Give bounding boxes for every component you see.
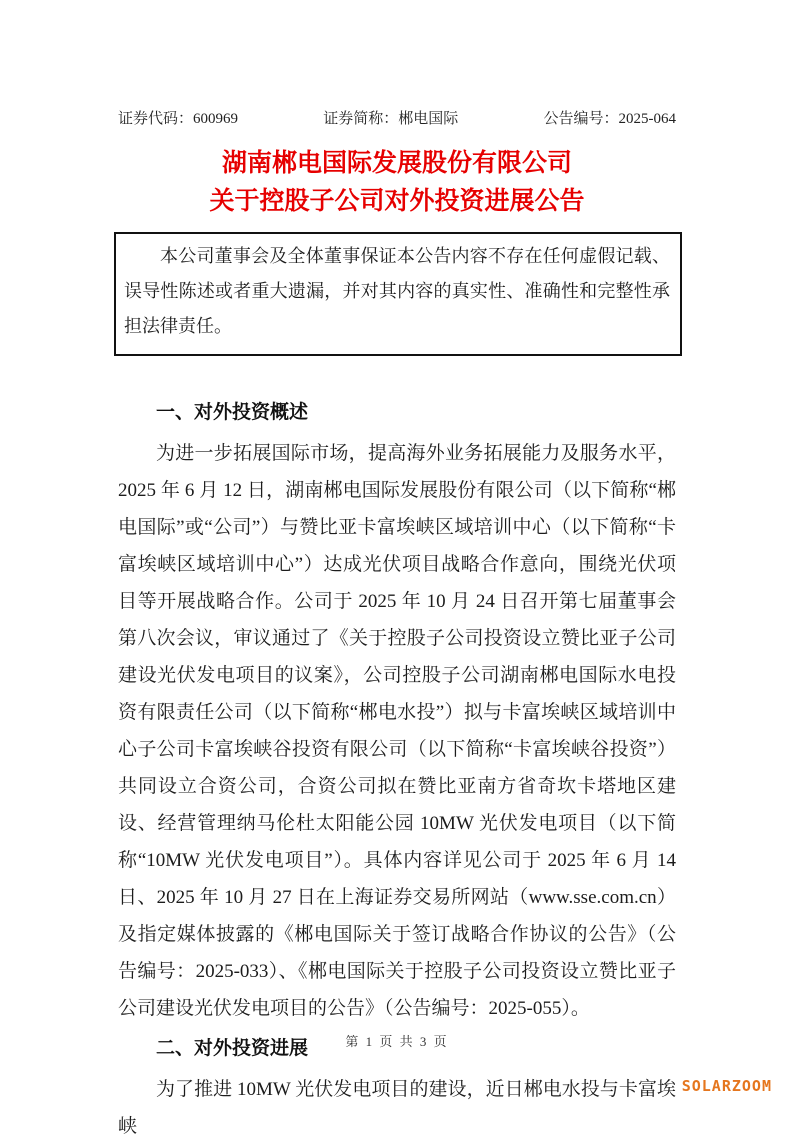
stock-short-name: 证券简称：郴电国际 — [323, 111, 459, 127]
section-overview — [118, 401, 676, 1027]
section-1-paragraph: 为进一步拓展国际市场，提高海外业务拓展能力及服务水平，2025 年 6 月 12 日，湖南郴电国际发展股份有限公司（以下简称“郴电国际”或“公司”）与赞比亚卡富埃峡区域培训中心（以下简称“卡富埃峡区域培训中心”）达成光伏项目战略合作意向，围绕光伏项目等开展战略合作。公司于 2025 年 10 月 24 日召开第七届董事会第八次会议，审议通过了《关于控股子公司投资设立赞比亚子公司建设光伏发电项目的议案》，公司控股子公司湖南郴电国际水电投资有限责任公司（以下简称“郴电水投”）拟与卡富埃峡区域培训中心子公司卡富埃峡谷投资有限公司（以下简称“卡富埃峡谷投资”）共同设立合资公司，合资公司拟在赞比亚南方省奇坎卡塔地区建设、经营管理纳马伦杜太阳能公园 10MW 光伏发电项目（以下简称“10MW 光伏发电项目”）。具体内容详见公司于 2025 年 6 月 14 日、2025 年 10 月 27 日在上海证券交易所网站（www.sse.com.cn）及指定媒体披露的《郴电国际关于签订战略合作协议的公告》（公告编号：2025-033）、《郴电国际关于控股子公司投资设立赞比亚子公司建设光伏发电项目的公告》（公告编号：2025-055）。 — [118, 443, 676, 1019]
disclaimer-text: 本公司董事会及全体董事保证本公告内容不存在任何虚假记载、误导性陈述或者重大遗漏，并对其内容的真实性、准确性和完整性承担法律责任。 — [124, 246, 670, 336]
section-1-heading: 一、对外投资概述 — [156, 402, 309, 423]
document-title-line1: 湖南郴电国际发展股份有限公司 — [221, 149, 572, 177]
section-2-heading: 二、对外投资进展 — [156, 1038, 309, 1059]
stock-code: 证券代码：600969 — [118, 111, 239, 127]
announcement-page — [118, 0, 676, 1145]
announcement-number: 公告编号：2025-064 — [543, 111, 676, 127]
document-header — [118, 107, 676, 128]
solarzoom-watermark: SOLARZOOM — [681, 1077, 772, 1095]
document-title — [118, 144, 676, 220]
disclaimer-box — [114, 232, 682, 356]
document-title-line2: 关于控股子公司对外投资进展公告 — [209, 187, 585, 215]
section-2-paragraph: 为了推进 10MW 光伏发电项目的建设，近日郴电水投与卡富埃峡 — [118, 1079, 676, 1137]
page-number: 第 1 页 共 3 页 — [345, 1034, 449, 1049]
section-progress — [118, 1037, 676, 1145]
